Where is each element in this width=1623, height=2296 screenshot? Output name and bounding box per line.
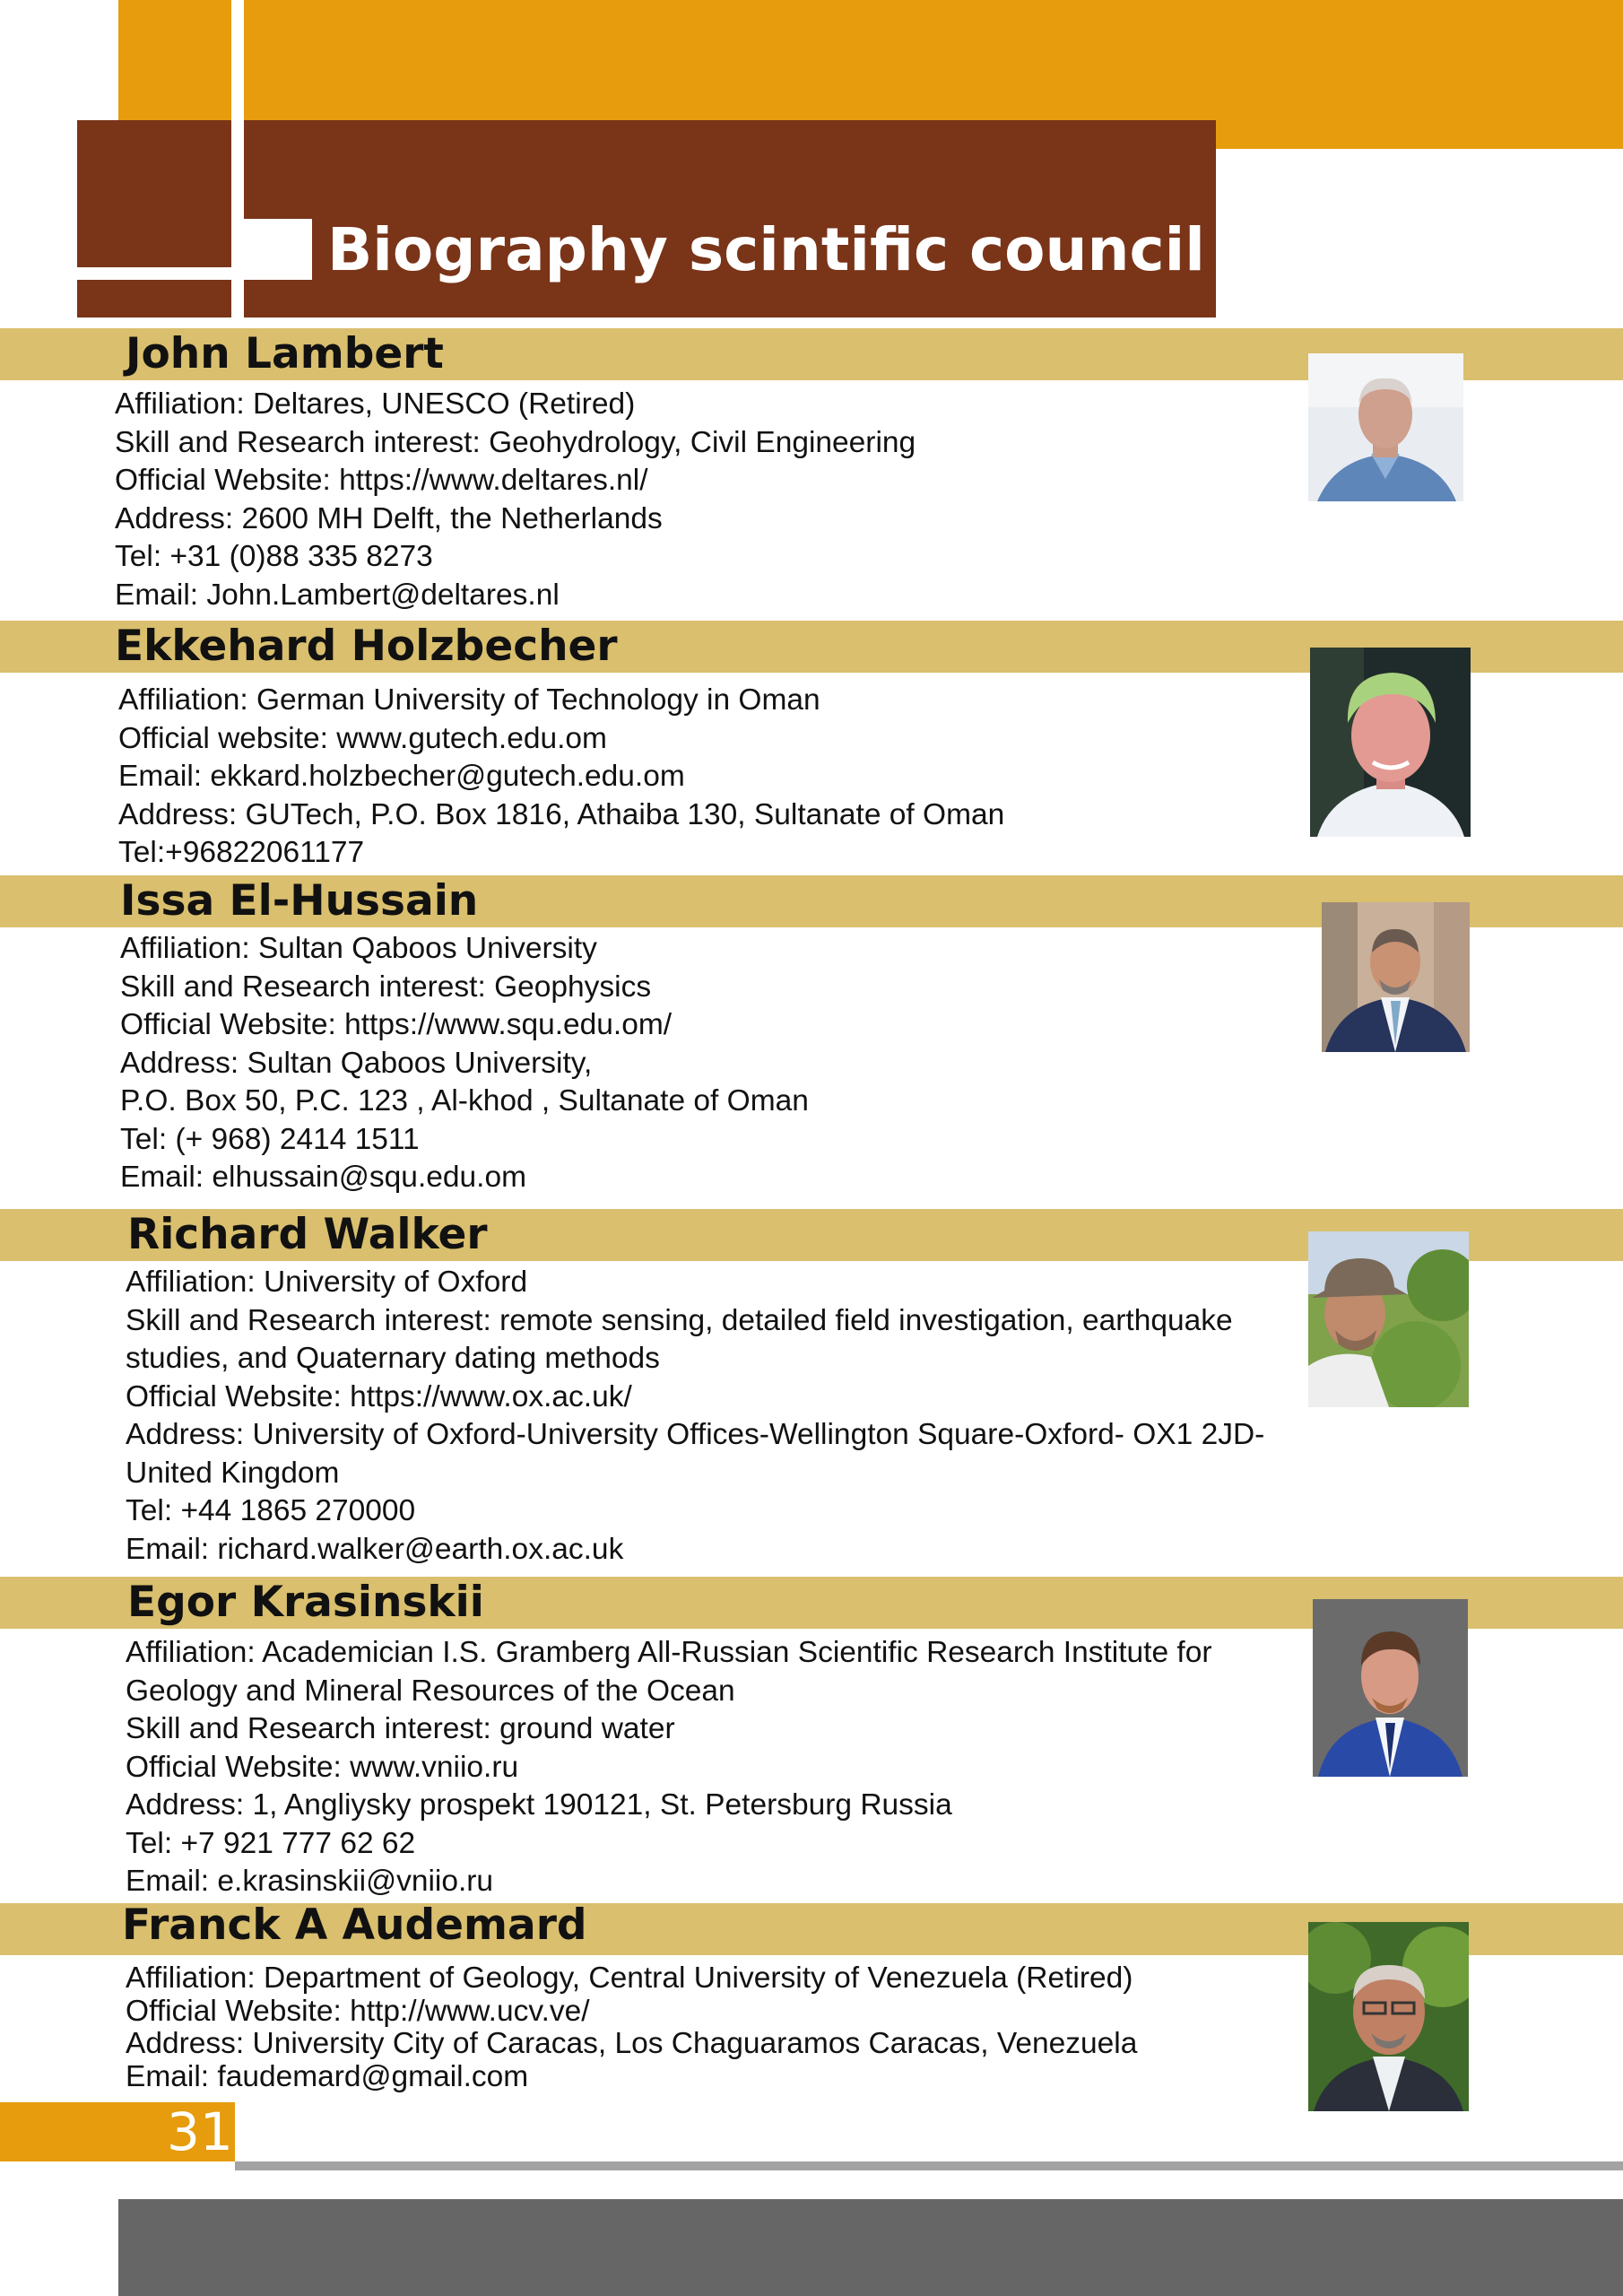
member-details xyxy=(126,1264,1282,1569)
header-horizontal-line xyxy=(77,267,244,280)
detail-line: Official Website: http://www.ucv.ve/ xyxy=(126,1994,590,2028)
page-number: 31 xyxy=(167,2101,233,2162)
detail-line: Tel: +31 (0)88 335 8273 xyxy=(115,540,433,573)
header-white-notch xyxy=(244,219,312,280)
member-photo xyxy=(1322,902,1470,1052)
footer-gray-bar xyxy=(118,2199,1623,2296)
detail-line: Tel: +44 1865 270000 xyxy=(126,1494,416,1527)
member-photo xyxy=(1308,1922,1469,2111)
detail-line: Email: richard.walker@earth.ox.ac.uk xyxy=(126,1532,624,1566)
detail-line: Address: University City of Caracas, Los Chaguaramos Caracas, Venezuela xyxy=(126,2027,1138,2060)
detail-line: Official Website: https://www.ox.ac.uk/ xyxy=(126,1379,632,1413)
member-photo xyxy=(1308,353,1463,501)
detail-line: Address: GUTech, P.O. Box 1816, Athaiba 130, Sultanate of Oman xyxy=(118,797,1005,831)
detail-line: Affiliation: Deltares, UNESCO (Retired) xyxy=(115,387,636,421)
detail-line: Skill and Research interest: Geophysics xyxy=(120,970,652,1004)
detail-line: Affiliation: Sultan Qaboos University xyxy=(120,932,597,965)
member-photo xyxy=(1310,648,1471,837)
detail-line: Email: faudemard@gmail.com xyxy=(126,2059,529,2093)
detail-line: Email: ekkard.holzbecher@gutech.edu.om xyxy=(118,760,685,793)
detail-line: Email: John.Lambert@deltares.nl xyxy=(115,578,560,612)
footer-rule xyxy=(235,2161,1623,2170)
detail-line: Affiliation: German University of Technology in Oman xyxy=(118,683,820,717)
member-name: Franck A Audemard xyxy=(122,1900,587,1950)
detail-line: Official Website: https://www.squ.edu.om/ xyxy=(120,1008,673,1041)
detail-line: Skill and Research interest: Geohydrology, Civil Engineering xyxy=(115,425,916,459)
detail-line: Email: e.krasinskii@vniio.ru xyxy=(126,1865,494,1898)
detail-line: Official Website: www.vniio.ru xyxy=(126,1750,519,1784)
member-details xyxy=(115,386,916,614)
detail-line: Official website: www.gutech.edu.om xyxy=(118,721,607,755)
detail-line: P.O. Box 50, P.C. 123 , Al-khod , Sultanate of Oman xyxy=(120,1084,809,1118)
page-number-badge xyxy=(0,2102,235,2161)
member-photo xyxy=(1308,1231,1469,1407)
member-name: John Lambert xyxy=(126,329,444,378)
detail-line: Tel: +7 921 777 62 62 xyxy=(126,1826,416,1860)
detail-line: Address: 2600 MH Delft, the Netherlands xyxy=(115,501,663,535)
detail-line: Email: elhussain@squ.edu.om xyxy=(120,1161,526,1194)
detail-line: Affiliation: Academician I.S. Gramberg All-Russian Scientific Research Institute for Geology and Mineral Resources of the Ocean xyxy=(126,1636,1212,1708)
detail-line: Address: University of Oxford-University Offices-Wellington Square-Oxford- OX1 2JD-United Kingdom xyxy=(126,1418,1265,1490)
detail-line: Official Website: https://www.deltares.nl/ xyxy=(115,464,648,497)
detail-line: Affiliation: Department of Geology, Central University of Venezuela (Retired) xyxy=(126,1961,1133,1995)
detail-line: Address: 1, Angliysky prospekt 190121, St. Petersburg Russia xyxy=(126,1788,952,1822)
member-name: Egor Krasinskii xyxy=(127,1578,484,1627)
detail-line: Tel:+96822061177 xyxy=(118,836,365,869)
member-name: Richard Walker xyxy=(127,1210,488,1259)
member-details xyxy=(118,682,1004,873)
detail-line: Tel: (+ 968) 2414 1511 xyxy=(120,1122,420,1156)
header-white-panel xyxy=(1216,149,1623,328)
member-details xyxy=(126,1962,1137,2093)
member-name: Ekkehard Holzbecher xyxy=(115,622,618,671)
detail-line: Skill and Research interest: remote sensing, detailed field investigation, earthquake studies, and Quaternary dating methods xyxy=(126,1303,1233,1375)
detail-line: Address: Sultan Qaboos University, xyxy=(120,1046,593,1080)
detail-line: Skill and Research interest: ground water xyxy=(126,1712,675,1745)
member-details xyxy=(126,1634,1282,1901)
detail-line: Affiliation: University of Oxford xyxy=(126,1265,528,1299)
member-name: Issa El-Hussain xyxy=(120,876,479,926)
page-title: Biography scintific council xyxy=(327,215,1205,284)
member-photo xyxy=(1313,1599,1468,1777)
member-details xyxy=(120,930,809,1197)
